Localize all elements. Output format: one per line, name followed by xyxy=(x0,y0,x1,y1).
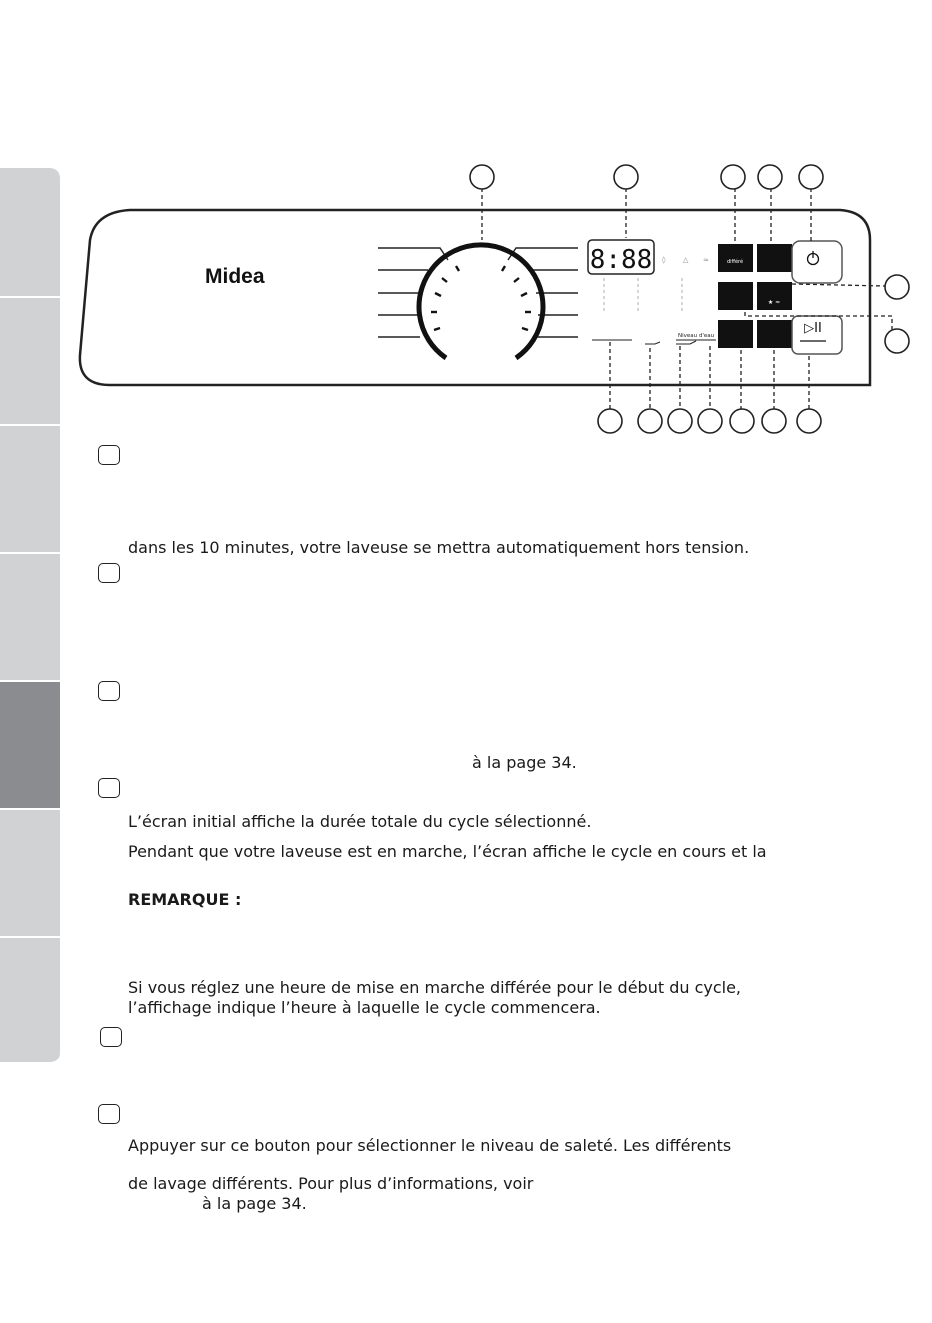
section-marker-1 xyxy=(98,445,120,465)
section-marker-2 xyxy=(98,563,120,583)
remark-heading: REMARQUE : xyxy=(128,890,242,909)
delay-button xyxy=(718,244,753,272)
cycle-dial xyxy=(419,245,543,358)
section-marker-3 xyxy=(98,681,120,701)
display-digits: 8:88 xyxy=(589,245,653,275)
option-button-6 xyxy=(757,320,792,348)
text-auto-off: dans les 10 minutes, votre laveuse se mettra automatiquement hors tension. xyxy=(128,538,750,557)
delay-button-label: différé xyxy=(726,259,744,265)
brand-logo: Midea xyxy=(205,265,265,288)
dial-ticks xyxy=(431,266,531,330)
text-running-screen: Pendant que votre laveuse est en marche, l’écran affiche le cycle en cours et la xyxy=(128,842,767,861)
section-marker-4 xyxy=(98,778,120,798)
option-button-2 xyxy=(757,244,792,272)
svg-text:△: △ xyxy=(683,256,689,264)
dial-option-lines xyxy=(378,248,578,337)
sidebar-tab-5[interactable] xyxy=(0,682,60,810)
text-page-ref-2: à la page 34. xyxy=(202,1194,307,1213)
wifi-icon: ★ ≈ xyxy=(767,299,781,306)
option-button-5 xyxy=(718,320,753,348)
text-soil-level-2: de lavage différents. Pour plus d’informations, voir xyxy=(128,1174,534,1193)
sidebar-tab-7[interactable] xyxy=(0,938,60,1064)
svg-text:≈: ≈ xyxy=(703,256,709,264)
control-panel-diagram xyxy=(0,0,932,440)
water-level-label: Niveau d'eau xyxy=(678,333,715,339)
sidebar-tab-6[interactable] xyxy=(0,810,60,938)
option-button-3 xyxy=(718,282,753,310)
text-initial-screen: L’écran initial affiche la durée totale du cycle sélectionné. xyxy=(128,812,592,831)
status-icons xyxy=(662,256,709,264)
sidebar-tab-4[interactable] xyxy=(0,554,60,682)
text-delay-2: l’affichage indique l’heure à laquelle le cycle commencera. xyxy=(128,998,601,1017)
sidebar-tab-3[interactable] xyxy=(0,426,60,554)
section-marker-6 xyxy=(98,1104,120,1124)
svg-text:◊: ◊ xyxy=(662,256,666,264)
indicator-lights xyxy=(604,278,682,312)
play-pause-icon: ▷II xyxy=(804,321,822,336)
text-page-ref-1: à la page 34. xyxy=(472,753,577,772)
text-delay-1: Si vous réglez une heure de mise en marche différée pour le début du cycle, xyxy=(128,978,742,997)
text-soil-level-1: Appuyer sur ce bouton pour sélectionner le niveau de saleté. Les différents xyxy=(128,1136,732,1155)
callout-circles xyxy=(470,165,909,433)
section-marker-5 xyxy=(100,1027,122,1047)
